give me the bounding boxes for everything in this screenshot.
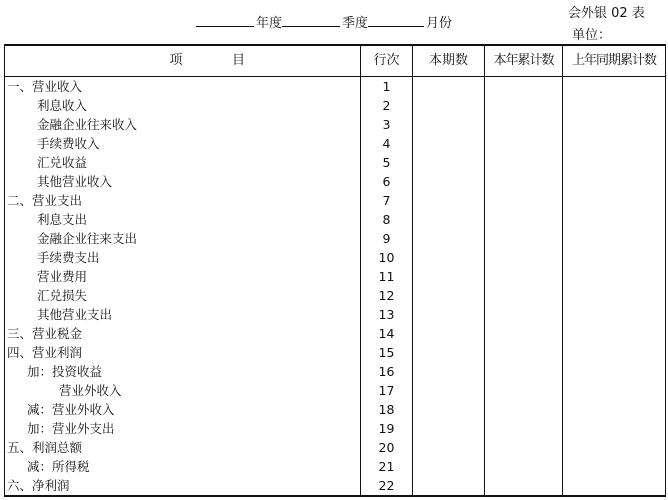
prior-ytd-cell[interactable] (563, 381, 666, 400)
header-current: 本期数 (413, 45, 485, 77)
table-row (5, 77, 666, 97)
header-item: 项 目 (5, 45, 361, 77)
month-blank[interactable] (368, 14, 424, 27)
row-item-label: 金融企业往来收入 (5, 115, 361, 134)
prior-ytd-cell[interactable] (563, 305, 666, 324)
current-cell[interactable] (413, 229, 485, 248)
ytd-cell[interactable] (485, 457, 563, 476)
row-item-label: 汇兑损失 (5, 286, 361, 305)
ytd-cell[interactable] (485, 229, 563, 248)
table-row (5, 381, 666, 400)
row-item-label: 营业费用 (5, 267, 361, 286)
current-cell[interactable] (413, 381, 485, 400)
prior-ytd-cell[interactable] (563, 210, 666, 229)
table-row (5, 476, 666, 496)
year-label: 年度 (256, 16, 283, 31)
prior-ytd-cell[interactable] (563, 96, 666, 115)
current-cell[interactable] (413, 305, 485, 324)
prior-ytd-cell[interactable] (563, 153, 666, 172)
header-prior-ytd: 上年同期累计数 (563, 45, 666, 77)
row-number: 12 (361, 286, 413, 305)
ytd-cell[interactable] (485, 267, 563, 286)
current-cell[interactable] (413, 324, 485, 343)
quarter-label: 季度 (342, 16, 369, 31)
prior-ytd-cell[interactable] (563, 419, 666, 438)
ytd-cell[interactable] (485, 419, 563, 438)
table-row (5, 400, 666, 419)
row-number: 18 (361, 400, 413, 419)
ytd-cell[interactable] (485, 134, 563, 153)
row-number: 16 (361, 362, 413, 381)
prior-ytd-cell[interactable] (563, 77, 666, 97)
table-row (5, 457, 666, 476)
ytd-cell[interactable] (485, 153, 563, 172)
prior-ytd-cell[interactable] (563, 286, 666, 305)
ytd-cell[interactable] (485, 343, 563, 362)
row-number: 14 (361, 324, 413, 343)
row-number: 21 (361, 457, 413, 476)
current-cell[interactable] (413, 172, 485, 191)
table-row (5, 172, 666, 191)
ytd-cell[interactable] (485, 400, 563, 419)
current-cell[interactable] (413, 191, 485, 210)
row-item-label: 其他营业支出 (5, 305, 361, 324)
table-row (5, 419, 666, 438)
prior-ytd-cell[interactable] (563, 476, 666, 496)
table-row (5, 134, 666, 153)
table-row (5, 210, 666, 229)
ytd-cell[interactable] (485, 476, 563, 496)
current-cell[interactable] (413, 210, 485, 229)
ytd-cell[interactable] (485, 286, 563, 305)
current-cell[interactable] (413, 134, 485, 153)
ytd-cell[interactable] (485, 381, 563, 400)
row-number: 1 (361, 77, 413, 97)
row-number: 22 (361, 476, 413, 496)
current-cell[interactable] (413, 476, 485, 496)
row-number: 17 (361, 381, 413, 400)
prior-ytd-cell[interactable] (563, 172, 666, 191)
prior-ytd-cell[interactable] (563, 400, 666, 419)
row-item-label: 减：营业外收入 (5, 400, 361, 419)
ytd-cell[interactable] (485, 305, 563, 324)
current-cell[interactable] (413, 248, 485, 267)
ytd-cell[interactable] (485, 96, 563, 115)
header-ytd: 本年累计数 (485, 45, 563, 77)
table-row (5, 286, 666, 305)
ytd-cell[interactable] (485, 172, 563, 191)
row-number: 19 (361, 419, 413, 438)
row-item-label: 二、营业支出 (5, 191, 361, 210)
table-row (5, 438, 666, 457)
row-item-label: 减：所得税 (5, 457, 361, 476)
current-cell[interactable] (413, 362, 485, 381)
prior-ytd-cell[interactable] (563, 267, 666, 286)
prior-ytd-cell[interactable] (563, 438, 666, 457)
row-item-label: 手续费收入 (5, 134, 361, 153)
year-blank[interactable] (196, 14, 254, 27)
row-number: 13 (361, 305, 413, 324)
prior-ytd-cell[interactable] (563, 457, 666, 476)
ytd-cell[interactable] (485, 77, 563, 97)
table-row (5, 267, 666, 286)
ytd-cell[interactable] (485, 115, 563, 134)
header-row-no: 行次 (361, 45, 413, 77)
row-number: 9 (361, 229, 413, 248)
row-item-label: 五、利润总额 (5, 438, 361, 457)
income-statement-table (4, 44, 666, 497)
ytd-cell[interactable] (485, 324, 563, 343)
period-line (196, 12, 452, 31)
table-row (5, 248, 666, 267)
row-item-label: 金融企业往来支出 (5, 229, 361, 248)
row-number: 6 (361, 172, 413, 191)
row-number: 4 (361, 134, 413, 153)
current-cell[interactable] (413, 286, 485, 305)
table-row (5, 324, 666, 343)
prior-ytd-cell[interactable] (563, 362, 666, 381)
row-item-label: 四、营业利润 (5, 343, 361, 362)
current-cell[interactable] (413, 267, 485, 286)
current-cell[interactable] (413, 96, 485, 115)
table-row (5, 115, 666, 134)
unit-label: 单位： (572, 28, 612, 43)
row-number: 2 (361, 96, 413, 115)
ytd-cell[interactable] (485, 438, 563, 457)
ytd-cell[interactable] (485, 191, 563, 210)
prior-ytd-cell[interactable] (563, 248, 666, 267)
prior-ytd-cell[interactable] (563, 324, 666, 343)
prior-ytd-cell[interactable] (563, 115, 666, 134)
row-item-label: 六、净利润 (5, 476, 361, 496)
current-cell[interactable] (413, 419, 485, 438)
row-item-label: 手续费支出 (5, 248, 361, 267)
form-code: 会外银 02 表 (568, 6, 645, 21)
row-item-label: 利息收入 (5, 96, 361, 115)
row-number: 3 (361, 115, 413, 134)
table-row (5, 191, 666, 210)
row-item-label: 加：投资收益 (5, 362, 361, 381)
row-number: 15 (361, 343, 413, 362)
current-cell[interactable] (413, 457, 485, 476)
row-number: 7 (361, 191, 413, 210)
table-row (5, 362, 666, 381)
table-row (5, 229, 666, 248)
month-label: 月份 (426, 16, 453, 31)
row-number: 11 (361, 267, 413, 286)
ytd-cell[interactable] (485, 362, 563, 381)
row-item-label: 一、营业收入 (5, 77, 361, 97)
row-number: 8 (361, 210, 413, 229)
table-header-row (5, 45, 666, 77)
row-number: 20 (361, 438, 413, 457)
current-cell[interactable] (413, 77, 485, 97)
row-item-label: 汇兑收益 (5, 153, 361, 172)
current-cell[interactable] (413, 115, 485, 134)
current-cell[interactable] (413, 343, 485, 362)
table-row (5, 343, 666, 362)
row-number: 10 (361, 248, 413, 267)
prior-ytd-cell[interactable] (563, 229, 666, 248)
row-item-label: 利息支出 (5, 210, 361, 229)
table-row (5, 153, 666, 172)
prior-ytd-cell[interactable] (563, 343, 666, 362)
row-item-label: 其他营业收入 (5, 172, 361, 191)
row-number: 5 (361, 153, 413, 172)
row-item-label: 加：营业外支出 (5, 419, 361, 438)
current-cell[interactable] (413, 153, 485, 172)
row-item-label: 营业外收入 (5, 381, 361, 400)
table-row (5, 96, 666, 115)
ytd-cell[interactable] (485, 210, 563, 229)
quarter-blank[interactable] (282, 14, 340, 27)
current-cell[interactable] (413, 438, 485, 457)
row-item-label: 三、营业税金 (5, 324, 361, 343)
table-row (5, 305, 666, 324)
ytd-cell[interactable] (485, 248, 563, 267)
current-cell[interactable] (413, 400, 485, 419)
prior-ytd-cell[interactable] (563, 191, 666, 210)
prior-ytd-cell[interactable] (563, 134, 666, 153)
